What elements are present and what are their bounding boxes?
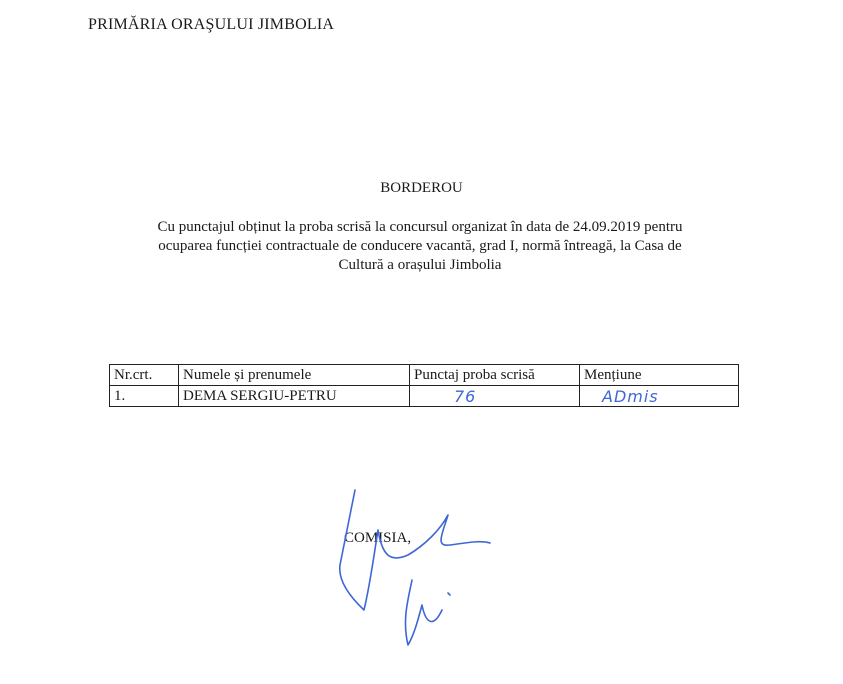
header-score: Punctaj proba scrisă (410, 365, 580, 386)
header-mention: Mențiune (580, 365, 739, 386)
table-header-row (110, 365, 739, 386)
cell-mention-handwritten: ADmis (580, 386, 739, 407)
document-title: BORDEROU (380, 180, 463, 196)
commission-label: COMISIA, (344, 530, 412, 546)
intro-line: ocuparea funcției contractuale de conducere vacantă, grad I, normă întreagă, la Casa de (158, 238, 682, 254)
institution-name: PRIMĂRIA ORAŞULUI JIMBOLIA (88, 16, 335, 33)
intro-paragraph (80, 218, 760, 275)
cell-name: DEMA SERGIU-PETRU (179, 386, 410, 407)
signature-stroke-main (340, 490, 490, 610)
header-name: Numele și prenumele (179, 365, 410, 386)
signature-stroke-low (405, 580, 442, 645)
cell-nr: 1. (110, 386, 179, 407)
table-row (110, 386, 739, 407)
results-table (109, 364, 739, 407)
signature-scribble (330, 485, 500, 665)
header-nr: Nr.crt. (110, 365, 179, 386)
intro-line: Cu punctajul obținut la proba scrisă la concursul organizat în data de 24.09.2019 pentru (157, 219, 683, 235)
signature-dot (448, 593, 450, 595)
cell-score-handwritten: 76 (410, 386, 580, 407)
intro-line: Cultură a orașului Jimbolia (338, 257, 502, 273)
